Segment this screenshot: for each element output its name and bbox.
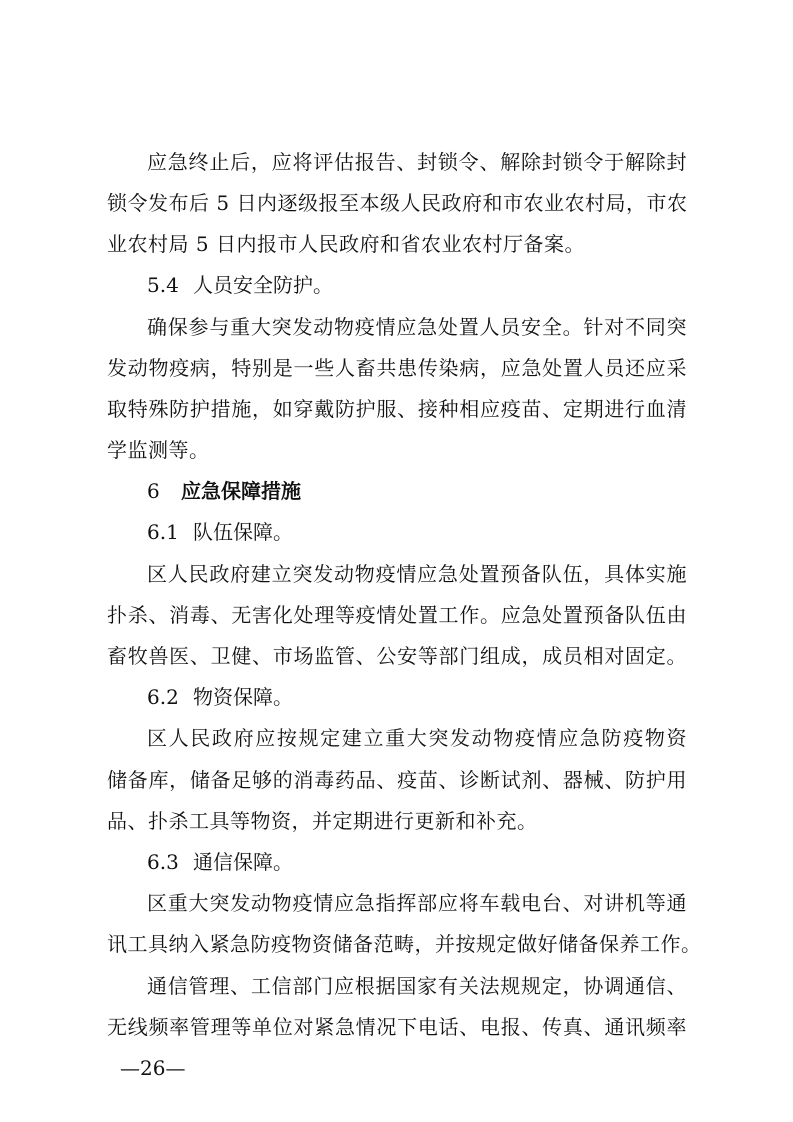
section-title: 应急保障措施 [181, 479, 301, 503]
body-text-line: 扑杀、消毒、无害化处理等疫情处置工作。应急处置预备队伍由 [107, 603, 687, 627]
body-text-line: 区重大突发动物疫情应急指挥部应将车载电台、对讲机等通 [147, 891, 687, 915]
section-title: 物资保障。 [193, 685, 293, 709]
body-text-line: 确保参与重大突发动物疫情应急处置人员安全。针对不同突 [147, 315, 687, 339]
section-number: 6.2 [147, 685, 179, 709]
chapter-heading-6 [147, 478, 301, 504]
section-number: 6 [147, 479, 160, 503]
section-number: 6.1 [147, 520, 179, 544]
section-number: 6.3 [147, 850, 179, 874]
body-text-line: 通信管理、工信部门应根据国家有关法规规定，协调通信、 [147, 974, 687, 998]
section-heading-6-3 [147, 849, 293, 875]
body-text-line: 锁令发布后 5 日内逐级报至本级人民政府和市农业农村局，市农 [107, 191, 688, 215]
section-heading-5-4 [147, 272, 333, 298]
body-text-line: 区人民政府建立突发动物疫情应急处置预备队伍，具体实施 [147, 562, 687, 586]
body-text-line: 取特殊防护措施，如穿戴防护服、接种相应疫苗、定期进行血清 [107, 397, 687, 421]
body-text-line: 业农村局 5 日内报市人民政府和省农业农村厅备案。 [107, 232, 585, 256]
section-title: 通信保障。 [193, 850, 293, 874]
section-heading-6-2 [147, 684, 293, 710]
body-text-line: 应急终止后，应将评估报告、封锁令、解除封锁令于解除封 [147, 150, 687, 174]
body-text-line: 储备库，储备足够的消毒药品、疫苗、诊断试剂、器械、防护用 [107, 768, 687, 792]
body-text-line: 无线频率管理等单位对紧急情况下电话、电报、传真、通讯频率 [107, 1015, 687, 1039]
body-text-line: 品、扑杀工具等物资，并定期进行更新和补充。 [107, 809, 538, 833]
body-text-line: 学监测等。 [107, 438, 210, 462]
section-heading-6-1 [147, 519, 293, 545]
body-text-line: 讯工具纳入紧急防疫物资储备范畴，并按规定做好储备保养工作。 [107, 932, 702, 956]
page-number: —26— [120, 1056, 186, 1080]
body-text-line: 区人民政府应按规定建立重大突发动物疫情应急防疫物资 [147, 726, 687, 750]
section-title: 人员安全防护。 [193, 273, 333, 297]
body-text-line: 发动物疫病，特别是一些人畜共患传染病，应急处置人员还应采 [107, 356, 687, 380]
section-number: 5.4 [147, 273, 179, 297]
section-title: 队伍保障。 [193, 520, 293, 544]
body-text-line: 畜牧兽医、卫健、市场监管、公安等部门组成，成员相对固定。 [107, 644, 687, 668]
